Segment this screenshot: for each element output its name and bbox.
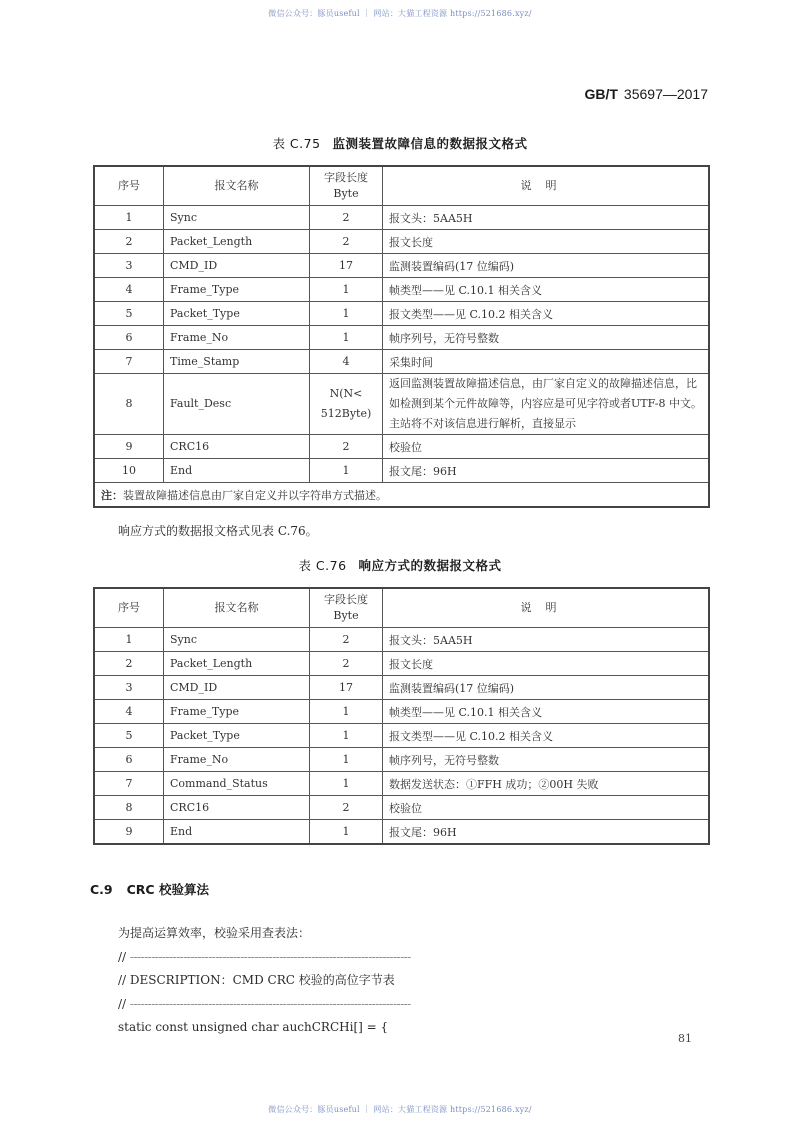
cell-name: Packet_Length (164, 230, 310, 254)
cell-desc: 采集时间 (383, 350, 710, 374)
table-c76-title: 响应方式的数据报文格式 (358, 558, 502, 573)
cell-desc: 帧类型——见 C.10.1 相关含义 (383, 700, 710, 724)
header-length-line2: Byte (333, 609, 359, 622)
cell-no: 9 (94, 435, 164, 459)
cell-no: 10 (94, 459, 164, 483)
table-row (94, 206, 709, 230)
cell-name: Frame_Type (164, 278, 310, 302)
cell-length: 2 (310, 435, 383, 459)
cell-no: 2 (94, 230, 164, 254)
header-name: 报文名称 (164, 166, 310, 206)
header-desc: 说明 (383, 166, 710, 206)
cell-no: 1 (94, 628, 164, 652)
table-row (94, 628, 709, 652)
standard-number: 35697—2017 (623, 86, 708, 102)
cell-name: Command_Status (164, 772, 310, 796)
table-row (94, 820, 709, 845)
table-note-row (94, 483, 709, 508)
cell-desc: 监测装置编码(17 位编码) (383, 254, 710, 278)
standard-prefix: GB/T (584, 86, 618, 102)
cell-desc: 报文头：5AA5H (383, 206, 710, 230)
table-row (94, 278, 709, 302)
header-name: 报文名称 (164, 588, 310, 628)
cell-name: CMD_ID (164, 254, 310, 278)
cell-length: 17 (310, 254, 383, 278)
table-c76 (93, 587, 710, 845)
cell-name: Sync (164, 628, 310, 652)
table-c75-id: 表 C.75 (272, 136, 321, 151)
cell-length: 2 (310, 796, 383, 820)
code-description: // DESCRIPTION：CMD CRC 校验的高位字节表 (118, 973, 395, 987)
cell-no: 5 (94, 302, 164, 326)
cell-desc: 校验位 (383, 435, 710, 459)
watermark-top: 微信公众号：豚员useful ｜ 网站：大猫工程资源 https://521686.xyz/ (268, 9, 532, 18)
comment-dashes: ------------------------------------------------------------------------------- (129, 949, 411, 964)
cell-no: 5 (94, 724, 164, 748)
note-label: 注： (101, 488, 123, 502)
table-row (94, 435, 709, 459)
cell-desc: 报文长度 (383, 230, 710, 254)
cell-name: Time_Stamp (164, 350, 310, 374)
table-row (94, 676, 709, 700)
cell-desc: 返回监测装置故障描述信息，由厂家自定义的故障描述信息，比如检测到某个元件故障等，内容应是可见字符或者UTF-8 中文。主站将不对该信息进行解析，直接显示 (383, 374, 710, 435)
page-number: 81 (678, 1032, 692, 1045)
table-row (94, 652, 709, 676)
table-row (94, 796, 709, 820)
code-comment-rule (118, 993, 411, 1017)
table-row (94, 459, 709, 483)
cell-length: 1 (310, 820, 383, 845)
header-length-line2: Byte (333, 187, 359, 200)
cell-name: CRC16 (164, 796, 310, 820)
code-comment-rule (118, 946, 411, 970)
cell-name: Frame_No (164, 326, 310, 350)
section-heading (90, 880, 209, 898)
cell-desc: 报文头：5AA5H (383, 628, 710, 652)
cell-no: 3 (94, 254, 164, 278)
cell-length: 2 (310, 230, 383, 254)
table-c75-title: 监测装置故障信息的数据报文格式 (332, 136, 528, 151)
table-c75 (93, 165, 710, 508)
cell-name: Frame_Type (164, 700, 310, 724)
table-row (94, 374, 709, 435)
standard-code (584, 86, 708, 102)
cell-name: Sync (164, 206, 310, 230)
cell-desc: 帧类型——见 C.10.1 相关含义 (383, 278, 710, 302)
table-row (94, 748, 709, 772)
table-row (94, 230, 709, 254)
cell-no: 4 (94, 278, 164, 302)
cell-no: 8 (94, 796, 164, 820)
cell-name: End (164, 820, 310, 845)
cell-name: Packet_Type (164, 724, 310, 748)
cell-no: 8 (94, 374, 164, 435)
cell-length: 1 (310, 302, 383, 326)
cell-desc: 监测装置编码(17 位编码) (383, 676, 710, 700)
code-block (118, 922, 411, 1040)
header-length (310, 166, 383, 206)
cell-length: 1 (310, 278, 383, 302)
section-number: C.9 (90, 882, 113, 897)
watermark-bottom: 微信公众号：豚员useful ｜ 网站：大猫工程资源 https://521686.xyz/ (268, 1105, 532, 1114)
cell-no: 2 (94, 652, 164, 676)
cell-no: 6 (94, 326, 164, 350)
code-intro: 为提高运算效率，校验采用查表法： (118, 926, 311, 940)
table-row (94, 254, 709, 278)
cell-no: 6 (94, 748, 164, 772)
cell-length (310, 374, 383, 435)
cell-length: 2 (310, 206, 383, 230)
cell-length-line2: 512Byte) (320, 407, 372, 420)
code-declaration: static const unsigned char auchCRCHi[] = { (118, 1020, 389, 1034)
cell-length: 1 (310, 772, 383, 796)
cell-no: 1 (94, 206, 164, 230)
cell-desc: 报文类型——见 C.10.2 相关含义 (383, 302, 710, 326)
cell-desc: 校验位 (383, 796, 710, 820)
cell-length: 17 (310, 676, 383, 700)
table-row (94, 724, 709, 748)
note-text: 装置故障描述信息由厂家自定义并以字符串方式描述。 (123, 488, 387, 502)
cell-name: Packet_Type (164, 302, 310, 326)
section-title: CRC 校验算法 (126, 882, 209, 897)
table-row (94, 700, 709, 724)
header-length-line1: 字段长度 (324, 171, 368, 184)
cell-length: 1 (310, 459, 383, 483)
comment-dashes: ------------------------------------------------------------------------------- (129, 996, 411, 1011)
cell-length: 1 (310, 700, 383, 724)
cell-desc: 报文尾：96H (383, 820, 710, 845)
header-length (310, 588, 383, 628)
table-row (94, 326, 709, 350)
cell-length: 4 (310, 350, 383, 374)
comment-prefix: // (118, 996, 130, 1011)
cell-desc: 帧序列号，无符号整数 (383, 748, 710, 772)
table-c75-caption (0, 134, 800, 152)
header-no: 序号 (94, 166, 164, 206)
cell-length: 2 (310, 628, 383, 652)
cell-name: Packet_Length (164, 652, 310, 676)
header-no: 序号 (94, 588, 164, 628)
table-c76-caption (0, 556, 800, 574)
cell-desc: 报文长度 (383, 652, 710, 676)
table-header-row (94, 166, 709, 206)
cell-desc: 报文类型——见 C.10.2 相关含义 (383, 724, 710, 748)
comment-prefix: // (118, 949, 130, 964)
cell-length: 1 (310, 326, 383, 350)
cell-length: 1 (310, 724, 383, 748)
cell-no: 7 (94, 772, 164, 796)
cell-desc: 报文尾：96H (383, 459, 710, 483)
cell-desc: 帧序列号，无符号整数 (383, 326, 710, 350)
cell-no: 9 (94, 820, 164, 845)
cell-no: 7 (94, 350, 164, 374)
cell-desc: 数据发送状态：①FFH 成功；②00H 失败 (383, 772, 710, 796)
table-row (94, 350, 709, 374)
table-note (94, 483, 709, 508)
cell-length-line1: N(N< (329, 387, 363, 400)
cell-length: 2 (310, 652, 383, 676)
cell-name: CMD_ID (164, 676, 310, 700)
header-desc: 说明 (383, 588, 710, 628)
cell-no: 3 (94, 676, 164, 700)
table-c76-id: 表 C.76 (298, 558, 347, 573)
table-row (94, 772, 709, 796)
cell-length: 1 (310, 748, 383, 772)
table-row (94, 302, 709, 326)
cell-name: CRC16 (164, 435, 310, 459)
header-length-line1: 字段长度 (324, 593, 368, 606)
cell-no: 4 (94, 700, 164, 724)
table-header-row (94, 588, 709, 628)
cell-name: Frame_No (164, 748, 310, 772)
cell-name: End (164, 459, 310, 483)
paragraph-table-reference: 响应方式的数据报文格式见表 C.76。 (118, 524, 318, 538)
cell-name: Fault_Desc (164, 374, 310, 435)
